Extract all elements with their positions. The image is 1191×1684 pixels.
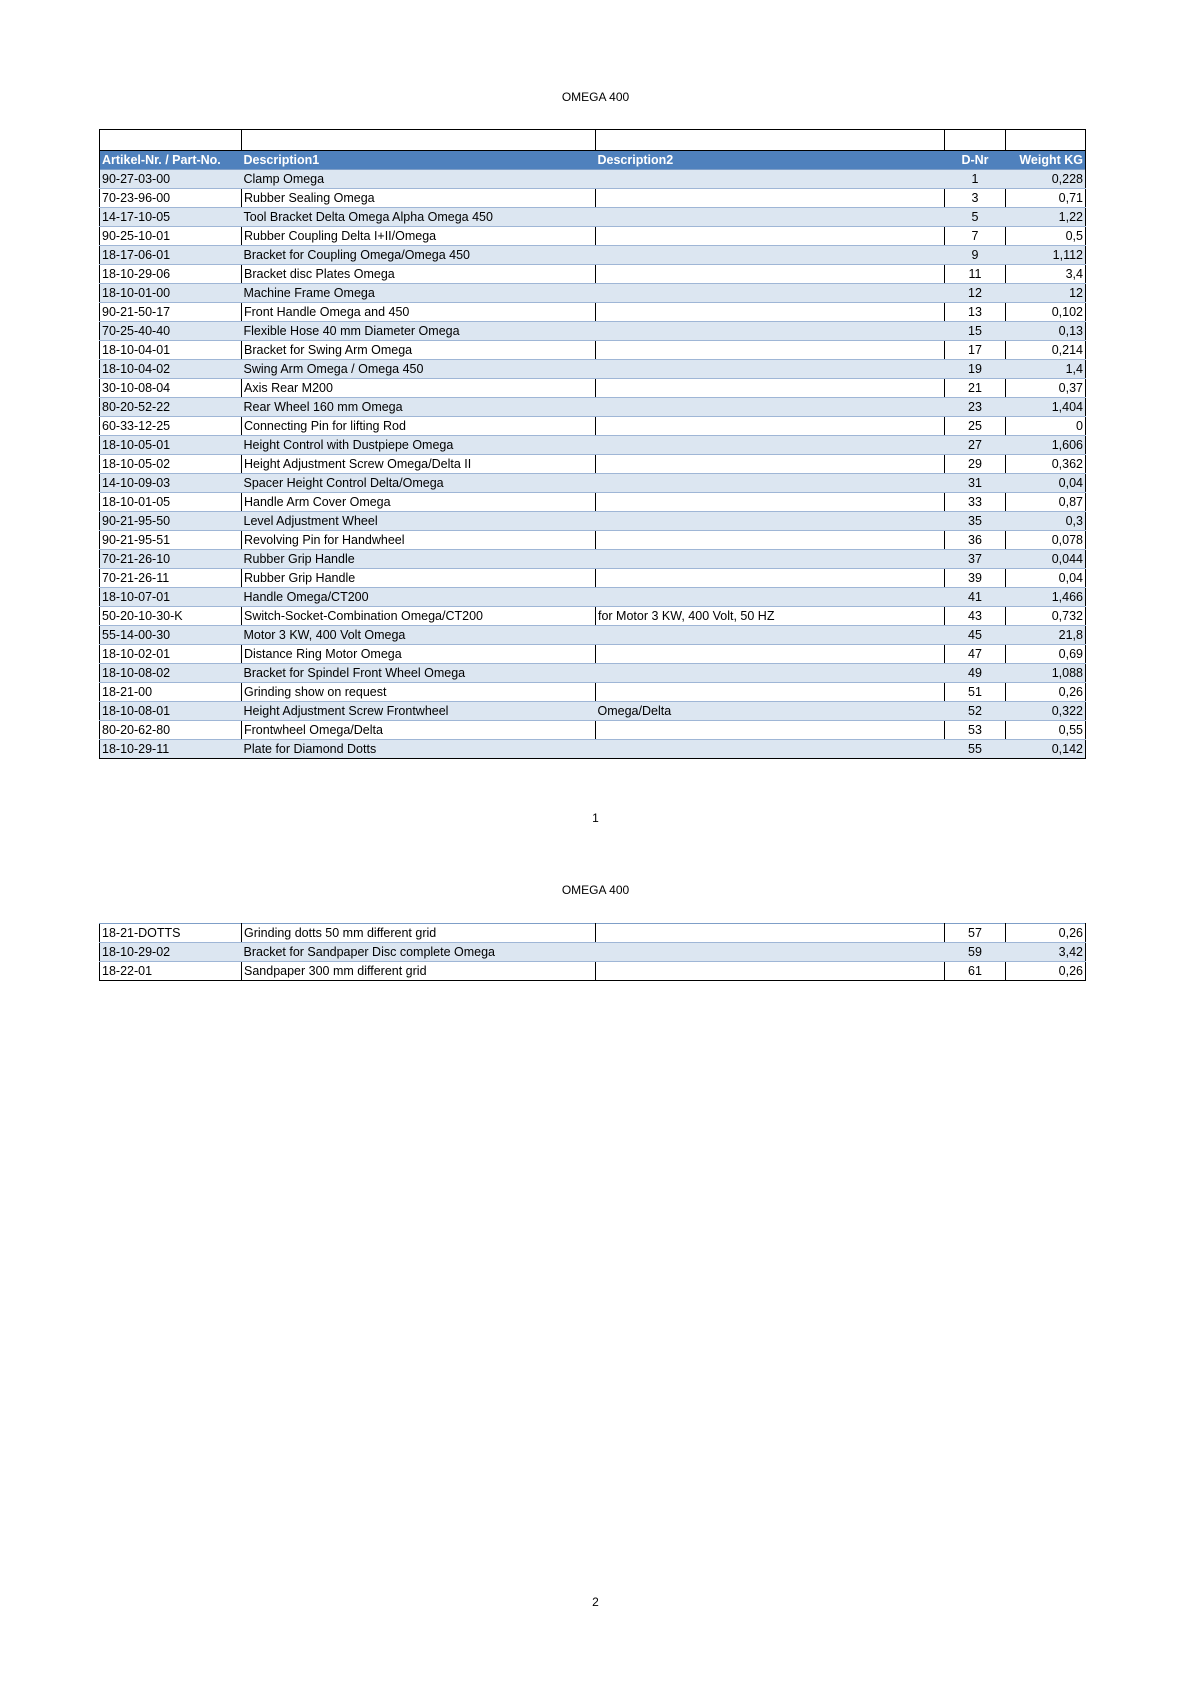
cell-weight: 0 [1006, 417, 1086, 436]
header-weight: Weight KG [1006, 151, 1086, 170]
cell-d-nr: 7 [945, 227, 1006, 246]
page-title: OMEGA 400 [561, 883, 630, 897]
table-row [100, 924, 1086, 943]
cell-part-no: 18-21-DOTTS [100, 924, 242, 943]
cell-weight: 1,4 [1006, 360, 1086, 379]
table-row [100, 284, 1086, 303]
cell-description1: Rear Wheel 160 mm Omega [242, 398, 596, 417]
cell-part-no: 90-27-03-00 [100, 170, 242, 189]
cell-description1: Bracket for Coupling Omega/Omega 450 [242, 246, 596, 265]
table-row [100, 246, 1086, 265]
cell-d-nr: 39 [945, 569, 1006, 588]
page-number: 2 [592, 1595, 599, 1609]
table-row [100, 943, 1086, 962]
cell-d-nr: 13 [945, 303, 1006, 322]
cell-description2 [596, 360, 945, 379]
table-row [100, 303, 1086, 322]
table-row [100, 379, 1086, 398]
cell-d-nr: 17 [945, 341, 1006, 360]
cell-weight: 0,26 [1006, 683, 1086, 702]
cell-part-no: 18-22-01 [100, 962, 242, 981]
cell-weight: 0,228 [1006, 170, 1086, 189]
header-description1: Description1 [242, 151, 596, 170]
table-row [100, 189, 1086, 208]
cell-weight: 0,87 [1006, 493, 1086, 512]
cell-part-no: 80-20-52-22 [100, 398, 242, 417]
cell-weight: 0,214 [1006, 341, 1086, 360]
cell-part-no: 70-21-26-10 [100, 550, 242, 569]
cell-description2: Omega/Delta [596, 702, 945, 721]
cell-description2 [596, 189, 945, 208]
table-row [100, 493, 1086, 512]
table-header [100, 151, 1086, 170]
cell-description1: Motor 3 KW, 400 Volt Omega [242, 626, 596, 645]
cell-d-nr: 37 [945, 550, 1006, 569]
cell-description2 [596, 227, 945, 246]
cell-description1: Rubber Grip Handle [242, 550, 596, 569]
cell-description1: Bracket for Spindel Front Wheel Omega [242, 664, 596, 683]
cell-part-no: 18-10-01-05 [100, 493, 242, 512]
cell-description2 [596, 512, 945, 531]
cell-weight: 0,142 [1006, 740, 1086, 759]
cell-part-no: 18-21-00 [100, 683, 242, 702]
table-row [100, 265, 1086, 284]
cell-weight: 0,26 [1006, 924, 1086, 943]
cell-description2 [596, 550, 945, 569]
cell-description2 [596, 417, 945, 436]
cell-d-nr: 25 [945, 417, 1006, 436]
cell-d-nr: 27 [945, 436, 1006, 455]
cell-description2 [596, 436, 945, 455]
table-row [100, 455, 1086, 474]
cell-d-nr: 47 [945, 645, 1006, 664]
cell-part-no: 18-10-29-06 [100, 265, 242, 284]
cell-d-nr: 15 [945, 322, 1006, 341]
cell-d-nr: 49 [945, 664, 1006, 683]
cell-weight: 1,112 [1006, 246, 1086, 265]
cell-weight: 0,04 [1006, 569, 1086, 588]
table-row [100, 170, 1086, 189]
cell-weight: 0,732 [1006, 607, 1086, 626]
header-description2: Description2 [596, 151, 945, 170]
cell-description1: Bracket for Swing Arm Omega [242, 341, 596, 360]
cell-d-nr: 36 [945, 531, 1006, 550]
cell-description2 [596, 626, 945, 645]
cell-description2 [596, 341, 945, 360]
cell-weight: 21,8 [1006, 626, 1086, 645]
cell-description1: Front Handle Omega and 450 [242, 303, 596, 322]
cell-part-no: 18-10-05-02 [100, 455, 242, 474]
cell-weight: 3,42 [1006, 943, 1086, 962]
cell-part-no: 18-10-08-01 [100, 702, 242, 721]
cell-description2 [596, 962, 945, 981]
cell-description2 [596, 208, 945, 227]
cell-description2: for Motor 3 KW, 400 Volt, 50 HZ [596, 607, 945, 626]
parts-table [99, 129, 1086, 759]
cell-d-nr: 43 [945, 607, 1006, 626]
cell-d-nr: 55 [945, 740, 1006, 759]
cell-weight: 0,078 [1006, 531, 1086, 550]
table-row [100, 962, 1086, 981]
cell-description1: Bracket for Sandpaper Disc complete Omega [242, 943, 596, 962]
cell-part-no: 14-17-10-05 [100, 208, 242, 227]
table-row [100, 721, 1086, 740]
cell-part-no: 70-25-40-40 [100, 322, 242, 341]
cell-description1: Spacer Height Control Delta/Omega [242, 474, 596, 493]
cell-part-no: 90-21-95-50 [100, 512, 242, 531]
cell-weight: 0,322 [1006, 702, 1086, 721]
cell-weight: 0,5 [1006, 227, 1086, 246]
cell-description2 [596, 379, 945, 398]
cell-weight: 0,3 [1006, 512, 1086, 531]
cell-d-nr: 12 [945, 284, 1006, 303]
cell-weight: 3,4 [1006, 265, 1086, 284]
cell-d-nr: 3 [945, 189, 1006, 208]
cell-part-no: 18-10-01-00 [100, 284, 242, 303]
cell-description1: Revolving Pin for Handwheel [242, 531, 596, 550]
cell-description1: Bracket disc Plates Omega [242, 265, 596, 284]
header-part-no: Artikel-Nr. / Part-No. [100, 151, 242, 170]
cell-part-no: 18-10-07-01 [100, 588, 242, 607]
cell-weight: 1,088 [1006, 664, 1086, 683]
table-row [100, 664, 1086, 683]
cell-description1: Machine Frame Omega [242, 284, 596, 303]
table-row [100, 569, 1086, 588]
cell-description2 [596, 569, 945, 588]
cell-part-no: 60-33-12-25 [100, 417, 242, 436]
page-number: 1 [592, 811, 599, 825]
cell-description2 [596, 455, 945, 474]
header-d-nr: D-Nr [945, 151, 1006, 170]
table-row [100, 417, 1086, 436]
cell-description1: Level Adjustment Wheel [242, 512, 596, 531]
table-row [100, 360, 1086, 379]
cell-part-no: 90-21-95-51 [100, 531, 242, 550]
cell-weight: 1,22 [1006, 208, 1086, 227]
table-row [100, 341, 1086, 360]
table-row [100, 474, 1086, 493]
cell-description2 [596, 474, 945, 493]
cell-description2 [596, 924, 945, 943]
table-row [100, 398, 1086, 417]
cell-description2 [596, 170, 945, 189]
cell-part-no: 90-21-50-17 [100, 303, 242, 322]
cell-d-nr: 52 [945, 702, 1006, 721]
blank-row [100, 130, 1086, 151]
cell-part-no: 18-10-08-02 [100, 664, 242, 683]
cell-d-nr: 19 [945, 360, 1006, 379]
cell-part-no: 18-17-06-01 [100, 246, 242, 265]
cell-part-no: 18-10-04-01 [100, 341, 242, 360]
cell-description2 [596, 664, 945, 683]
cell-weight: 0,102 [1006, 303, 1086, 322]
cell-d-nr: 59 [945, 943, 1006, 962]
cell-weight: 0,69 [1006, 645, 1086, 664]
table-row [100, 588, 1086, 607]
cell-part-no: 18-10-02-01 [100, 645, 242, 664]
cell-description1: Rubber Coupling Delta I+II/Omega [242, 227, 596, 246]
cell-part-no: 18-10-29-02 [100, 943, 242, 962]
cell-description1: Height Adjustment Screw Omega/Delta II [242, 455, 596, 474]
cell-description1: Distance Ring Motor Omega [242, 645, 596, 664]
cell-weight: 1,404 [1006, 398, 1086, 417]
table-row [100, 322, 1086, 341]
page-title: OMEGA 400 [561, 90, 630, 104]
cell-description2 [596, 493, 945, 512]
cell-part-no: 18-10-04-02 [100, 360, 242, 379]
cell-description2 [596, 588, 945, 607]
cell-description1: Grinding dotts 50 mm different grid [242, 924, 596, 943]
cell-d-nr: 51 [945, 683, 1006, 702]
cell-d-nr: 57 [945, 924, 1006, 943]
cell-weight: 1,606 [1006, 436, 1086, 455]
cell-description1: Flexible Hose 40 mm Diameter Omega [242, 322, 596, 341]
cell-weight: 12 [1006, 284, 1086, 303]
table-row [100, 607, 1086, 626]
cell-description1: Rubber Sealing Omega [242, 189, 596, 208]
cell-description2 [596, 531, 945, 550]
cell-part-no: 18-10-05-01 [100, 436, 242, 455]
cell-weight: 0,04 [1006, 474, 1086, 493]
table-row [100, 531, 1086, 550]
cell-d-nr: 45 [945, 626, 1006, 645]
cell-weight: 0,044 [1006, 550, 1086, 569]
cell-description2 [596, 740, 945, 759]
cell-description1: Tool Bracket Delta Omega Alpha Omega 450 [242, 208, 596, 227]
cell-part-no: 30-10-08-04 [100, 379, 242, 398]
cell-d-nr: 29 [945, 455, 1006, 474]
cell-description2 [596, 265, 945, 284]
cell-d-nr: 35 [945, 512, 1006, 531]
cell-description1: Switch-Socket-Combination Omega/CT200 [242, 607, 596, 626]
cell-d-nr: 11 [945, 265, 1006, 284]
table-row [100, 702, 1086, 721]
cell-description1: Axis Rear M200 [242, 379, 596, 398]
cell-description2 [596, 246, 945, 265]
table-row [100, 626, 1086, 645]
table-row [100, 208, 1086, 227]
cell-d-nr: 23 [945, 398, 1006, 417]
table-row [100, 550, 1086, 569]
cell-description2 [596, 683, 945, 702]
table-row [100, 645, 1086, 664]
cell-d-nr: 53 [945, 721, 1006, 740]
cell-weight: 0,26 [1006, 962, 1086, 981]
cell-d-nr: 41 [945, 588, 1006, 607]
cell-part-no: 14-10-09-03 [100, 474, 242, 493]
cell-description1: Height Control with Dustpiepe Omega [242, 436, 596, 455]
table-row [100, 227, 1086, 246]
cell-description1: Plate for Diamond Dotts [242, 740, 596, 759]
cell-description1: Frontwheel Omega/Delta [242, 721, 596, 740]
cell-part-no: 55-14-00-30 [100, 626, 242, 645]
cell-part-no: 90-25-10-01 [100, 227, 242, 246]
table-row [100, 683, 1086, 702]
table-row [100, 436, 1086, 455]
cell-description2 [596, 943, 945, 962]
cell-description2 [596, 322, 945, 341]
cell-weight: 0,37 [1006, 379, 1086, 398]
cell-description1: Connecting Pin for lifting Rod [242, 417, 596, 436]
cell-weight: 0,55 [1006, 721, 1086, 740]
cell-description2 [596, 398, 945, 417]
cell-weight: 0,13 [1006, 322, 1086, 341]
table-row [100, 512, 1086, 531]
cell-description2 [596, 303, 945, 322]
cell-part-no: 50-20-10-30-K [100, 607, 242, 626]
cell-description2 [596, 284, 945, 303]
cell-weight: 0,362 [1006, 455, 1086, 474]
cell-d-nr: 21 [945, 379, 1006, 398]
cell-part-no: 80-20-62-80 [100, 721, 242, 740]
cell-d-nr: 9 [945, 246, 1006, 265]
cell-description1: Handle Omega/CT200 [242, 588, 596, 607]
cell-part-no: 18-10-29-11 [100, 740, 242, 759]
cell-d-nr: 5 [945, 208, 1006, 227]
cell-description2 [596, 721, 945, 740]
cell-part-no: 70-21-26-11 [100, 569, 242, 588]
cell-description2 [596, 645, 945, 664]
cell-description1: Clamp Omega [242, 170, 596, 189]
cell-description1: Rubber Grip Handle [242, 569, 596, 588]
cell-description1: Sandpaper 300 mm different grid [242, 962, 596, 981]
cell-description1: Handle Arm Cover Omega [242, 493, 596, 512]
cell-part-no: 70-23-96-00 [100, 189, 242, 208]
cell-description1: Swing Arm Omega / Omega 450 [242, 360, 596, 379]
cell-d-nr: 1 [945, 170, 1006, 189]
parts-table [99, 923, 1086, 981]
cell-weight: 1,466 [1006, 588, 1086, 607]
cell-description1: Height Adjustment Screw Frontwheel [242, 702, 596, 721]
table-row [100, 740, 1086, 759]
cell-description1: Grinding show on request [242, 683, 596, 702]
cell-weight: 0,71 [1006, 189, 1086, 208]
cell-d-nr: 31 [945, 474, 1006, 493]
cell-d-nr: 61 [945, 962, 1006, 981]
cell-d-nr: 33 [945, 493, 1006, 512]
